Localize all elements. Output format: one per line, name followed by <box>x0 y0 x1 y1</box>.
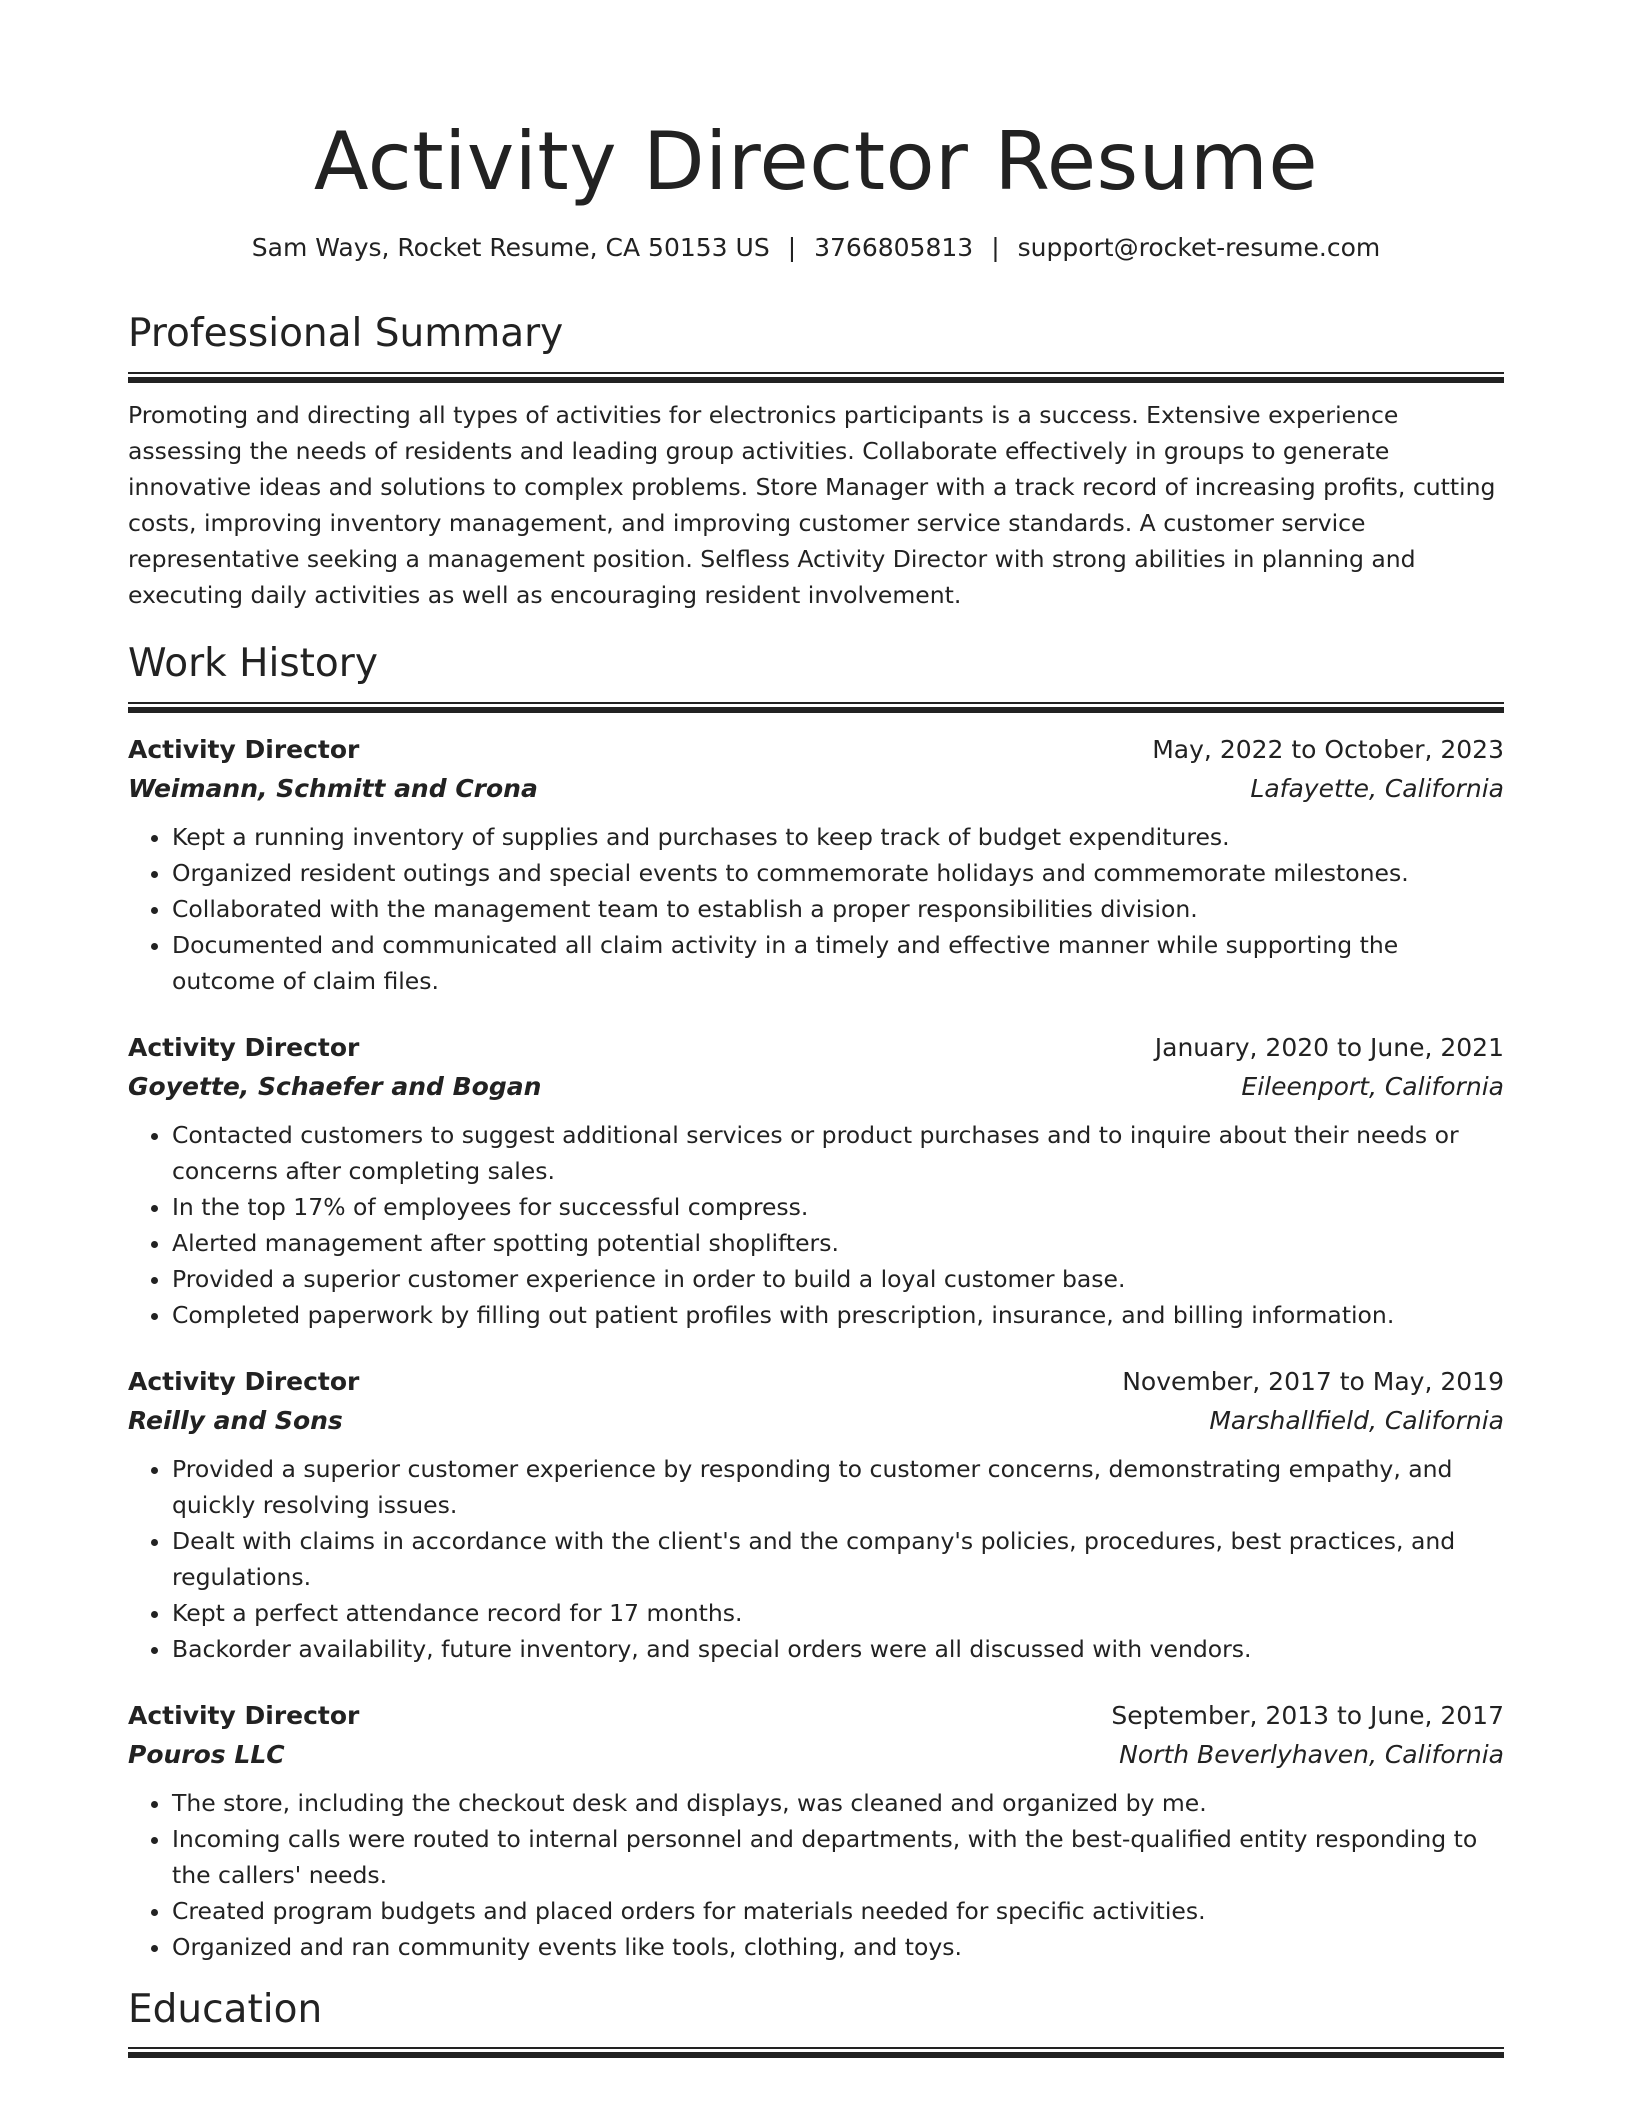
job-entry <box>128 1029 1504 1333</box>
job-entry <box>128 1363 1504 1667</box>
job-location: Lafayette, California <box>1250 773 1504 803</box>
job-dates: November, 2017 to May, 2019 <box>1122 1366 1504 1396</box>
job-entry <box>128 731 1504 999</box>
job-bullet-list <box>128 1785 1504 1965</box>
job-dates: May, 2022 to October, 2023 <box>1152 734 1504 764</box>
job-bullet-list <box>128 819 1504 999</box>
job-bullet-list <box>128 1451 1504 1667</box>
summary-paragraph: Promoting and directing all types of activities for electronics participants is a success. Extensive experience assessing the needs of residents and leading group activities. Collaborate effectively in groups to generate innovative ideas and solutions to complex problems. Store Manager with a track record of increasing profits, cutting costs, improving inventory management, and improving customer service standards. A customer service representative seeking a management position. Selfless Activity Director with strong abilities in planning and executing daily activities as well as encouraging resident involvement. <box>128 400 1496 609</box>
job-bullet: • Provided a superior customer experience by responding to customer concerns, demonstrating empathy, and quickly resolving issues. <box>172 1451 1504 1523</box>
job-bullet: • Kept a running inventory of supplies and purchases to keep track of budget expenditures. <box>172 819 1504 855</box>
professional-summary-section <box>128 311 1504 613</box>
section-divider <box>128 702 1504 713</box>
job-company: Reilly and Sons <box>128 1405 343 1435</box>
section-heading-education: Education <box>128 1986 323 2032</box>
job-bullet: • Alerted management after spotting potential shoplifters. <box>172 1225 1504 1261</box>
job-bullet: • In the top 17% of employees for successful compress. <box>172 1189 1504 1225</box>
job-bullet: • Backorder availability, future inventory, and special orders were all discussed with vendors. <box>172 1631 1504 1667</box>
job-bullet: • Organized resident outings and special events to commemorate holidays and commemorate milestones. <box>172 855 1504 891</box>
contact-address: Sam Ways, Rocket Resume, CA 50153 US <box>251 233 770 262</box>
job-company: Weimann, Schmitt and Crona <box>128 773 538 803</box>
section-divider <box>128 2047 1504 2058</box>
job-location: Eileenport, California <box>1241 1071 1504 1101</box>
job-company: Goyette, Schaefer and Bogan <box>128 1071 542 1101</box>
contact-separator: | <box>991 233 1000 262</box>
job-location: North Beverlyhaven, California <box>1119 1739 1504 1769</box>
job-title: Activity Director <box>128 1366 360 1396</box>
education-section <box>128 1987 1504 2059</box>
job-bullet: • Created program budgets and placed orders for materials needed for specific activities. <box>172 1893 1504 1929</box>
job-dates: September, 2013 to June, 2017 <box>1111 1700 1504 1730</box>
contact-line <box>128 230 1504 265</box>
job-bullet: • The store, including the checkout desk and displays, was cleaned and organized by me. <box>172 1785 1504 1821</box>
job-bullet: • Provided a superior customer experience in order to build a loyal customer base. <box>172 1261 1504 1297</box>
job-title: Activity Director <box>128 1032 360 1062</box>
job-bullet: • Collaborated with the management team to establish a proper responsibilities division. <box>172 891 1504 927</box>
job-bullet-list <box>128 1117 1504 1333</box>
job-company: Pouros LLC <box>128 1739 285 1769</box>
job-bullet: • Contacted customers to suggest additional services or product purchases and to inquire about their needs or concerns after completing sales. <box>172 1117 1504 1189</box>
job-dates: January, 2020 to June, 2021 <box>1154 1032 1504 1062</box>
job-bullet: • Incoming calls were routed to internal personnel and departments, with the best-qualified entity responding to the callers' needs. <box>172 1821 1504 1893</box>
job-bullet: • Kept a perfect attendance record for 17 months. <box>172 1595 1504 1631</box>
job-bullet: • Documented and communicated all claim activity in a timely and effective manner while supporting the outcome of claim files. <box>172 927 1504 999</box>
job-entry <box>128 1697 1504 1965</box>
job-bullet: • Organized and ran community events like tools, clothing, and toys. <box>172 1929 1504 1965</box>
job-title: Activity Director <box>128 734 360 764</box>
job-bullet: • Dealt with claims in accordance with the client's and the company's policies, procedures, best practices, and regulations. <box>172 1523 1504 1595</box>
job-title: Activity Director <box>128 1700 360 1730</box>
job-bullet: • Completed paperwork by filling out patient profiles with prescription, insurance, and billing information. <box>172 1297 1504 1333</box>
section-divider <box>128 372 1504 383</box>
contact-email: support@rocket-resume.com <box>1017 233 1381 262</box>
section-heading-summary: Professional Summary <box>128 311 564 356</box>
job-location: Marshallfield, California <box>1209 1405 1504 1435</box>
contact-phone: 3766805813 <box>814 233 974 262</box>
resume-title: Activity Director Resume <box>313 115 1319 208</box>
section-heading-work-history: Work History <box>128 640 378 686</box>
contact-separator: | <box>787 233 797 262</box>
work-history-section <box>128 641 1504 1965</box>
